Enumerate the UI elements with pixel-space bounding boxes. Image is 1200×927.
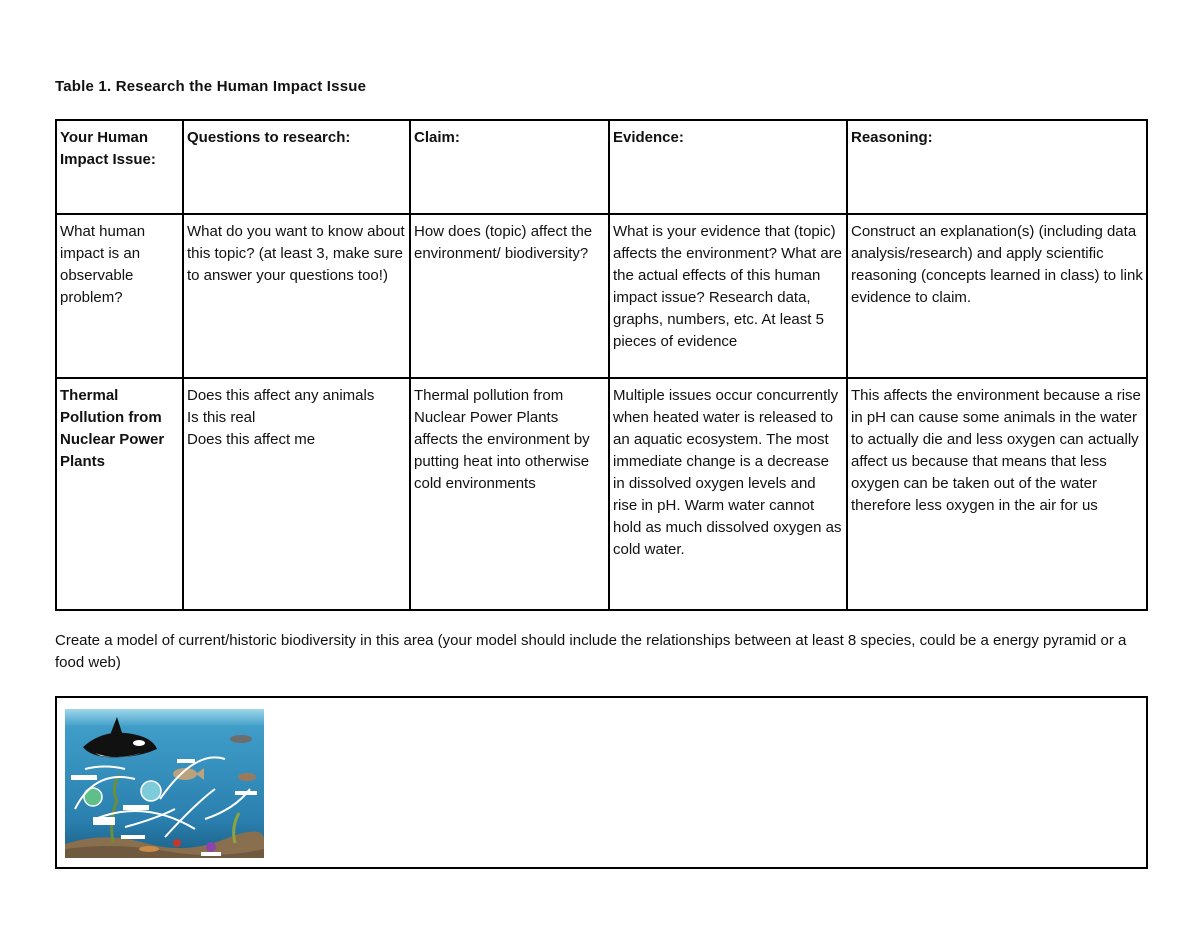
ocean-food-web-image: [65, 709, 264, 858]
header-claim: Claim:: [410, 120, 609, 214]
header-questions: Questions to research:: [183, 120, 410, 214]
prompt-row: [56, 214, 1147, 378]
question-1: Does this affect any animals: [187, 387, 375, 404]
answer-questions[interactable]: [183, 378, 410, 610]
header-issue: Your Human Impact Issue:: [56, 120, 183, 214]
answer-row: [56, 378, 1147, 610]
research-table: [55, 119, 1148, 611]
header-evidence: Evidence:: [609, 120, 847, 214]
prompt-issue: What human impact is an observable problem?: [56, 214, 183, 378]
answer-claim[interactable]: Thermal pollution from Nuclear Power Plants affects the environment by putting heat into otherwise cold environments: [410, 378, 609, 610]
table-title: Table 1. Research the Human Impact Issue: [55, 78, 367, 95]
answer-reasoning[interactable]: This affects the environment because a rise in pH can cause some animals in the water to actually die and less oxygen can actually affect us because that means that less oxygen can be taken out of the water therefore less oxygen in the air for us: [847, 378, 1147, 610]
header-reasoning: Reasoning:: [847, 120, 1147, 214]
prompt-reasoning: Construct an explanation(s) (including data analysis/research) and apply scientific reasoning (concepts learned in class) to link evidence to claim.: [847, 214, 1147, 378]
prompt-claim: How does (topic) affect the environment/ biodiversity?: [410, 214, 609, 378]
question-3: Does this affect me: [187, 431, 316, 448]
answer-issue[interactable]: Thermal Pollution from Nuclear Power Plants: [56, 378, 183, 610]
prompt-questions: What do you want to know about this topic? (at least 3, make sure to answer your questions too!): [183, 214, 410, 378]
model-instruction: Create a model of current/historic biodiversity in this area (your model should include the relationships between at least 8 species, could be a energy pyramid or a food web): [55, 632, 1127, 671]
header-row: [56, 120, 1147, 214]
prompt-evidence: What is your evidence that (topic) affects the environment? What are the actual effects of this human impact issue? Research data, graphs, numbers, etc. At least 5 pieces of evidence: [609, 214, 847, 378]
model-box[interactable]: [55, 696, 1148, 869]
question-2: Is this real: [187, 409, 256, 426]
answer-evidence[interactable]: Multiple issues occur concurrently when heated water is released to an aquatic ecosystem. The most immediate change is a decrease in dissolved oxygen levels and rise in pH. Warm water cannot hold as much dissolved oxygen as cold water.: [609, 378, 847, 610]
